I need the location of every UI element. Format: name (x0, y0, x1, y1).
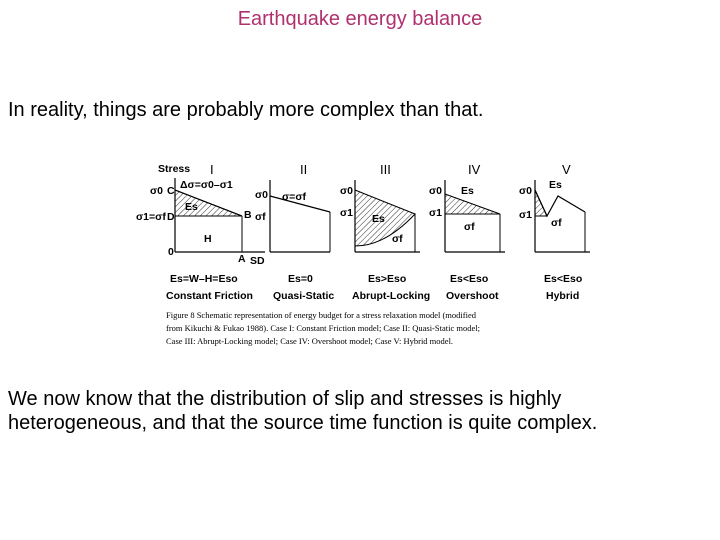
es-label: Es (185, 201, 198, 213)
panel-hybrid (519, 162, 590, 302)
conclusion-text (8, 387, 597, 435)
sigma0-label: σ0 (255, 189, 269, 201)
point-d: D (167, 211, 175, 223)
sigmaf-label: σf (464, 221, 475, 233)
sigma0-label: σ0 (519, 185, 533, 197)
energy-area-es (445, 194, 500, 214)
sigma0-label: σ0 (150, 185, 164, 197)
origin-label: 0 (168, 246, 174, 258)
sigmaf-label: σf (392, 233, 403, 245)
sd-axis-label: SD (250, 255, 265, 267)
es-label: Es (372, 213, 385, 225)
panel-name-2: Quasi-Static (273, 290, 335, 302)
panel-numeral-5: V (562, 162, 571, 177)
sigmaf-label: σf (255, 211, 266, 223)
energy-relation-2: Es=0 (288, 273, 313, 285)
sigma1-label: σ1 (340, 207, 354, 219)
energy-relation-3: Es>Eso (368, 273, 407, 285)
energy-relation-1: Es=W–H=Eso (170, 273, 238, 285)
sigma0-label: σ0 (429, 185, 443, 197)
sigma-eq-sigmaf-label: σ=σf (282, 191, 306, 203)
sigma1-eq-sigmaf-label: σ1=σf (136, 211, 166, 223)
sigma1-label: σ1 (519, 209, 533, 221)
delta-sigma-label: Δσ=σ0–σ1 (180, 179, 233, 191)
point-b: B (244, 209, 252, 221)
panel-numeral-1: I (210, 162, 214, 177)
energy-area-es (355, 190, 415, 246)
caption-line: Figure 8 Schematic representation of energy budget for a stress relaxation model (modified (166, 310, 476, 320)
energy-relation-5: Es<Eso (544, 273, 583, 285)
es-label: Es (461, 185, 474, 197)
caption-line: Case III: Abrupt-Locking model; Case IV: Overshoot model; Case V: Hybrid model. (166, 336, 454, 346)
panel-name-1: Constant Friction (166, 290, 253, 302)
panel-abrupt-locking (340, 162, 430, 302)
panel-numeral-2: II (300, 162, 308, 177)
panel-name-3: Abrupt-Locking (352, 290, 431, 302)
stress-axis-label: Stress (158, 163, 191, 175)
es-label: Es (549, 179, 562, 191)
panel-numeral-4: IV (468, 162, 481, 177)
conclusion-line-2: heterogeneous, and that the source time function is quite complex. (8, 412, 598, 434)
point-c: C (167, 185, 175, 197)
conclusion-line-1: We now know that the distribution of slip and stresses is highly (8, 388, 562, 410)
panel-name-5: Hybrid (546, 290, 580, 302)
sigma0-label: σ0 (340, 185, 354, 197)
figure-caption (166, 310, 480, 346)
panel-overshoot (429, 162, 505, 302)
point-a: A (238, 253, 246, 265)
panel-quasi-static (255, 162, 334, 302)
energy-relation-4: Es<Eso (450, 273, 489, 285)
heat-label: H (204, 233, 212, 245)
panel-constant-friction (136, 162, 265, 302)
panel-name-4: Overshoot (446, 290, 499, 302)
sigma1-label: σ1 (429, 207, 443, 219)
energy-budget-figure (130, 150, 600, 355)
sigmaf-label: σf (551, 217, 562, 229)
panel-numeral-3: III (380, 162, 391, 177)
intro-text: In reality, things are probably more complex than that. (8, 99, 484, 121)
caption-line: from Kikuchi & Fukao 1988). Case I: Constant Friction model; Case II: Quasi-Static model; (166, 323, 480, 333)
slide-title: Earthquake energy balance (237, 8, 483, 30)
